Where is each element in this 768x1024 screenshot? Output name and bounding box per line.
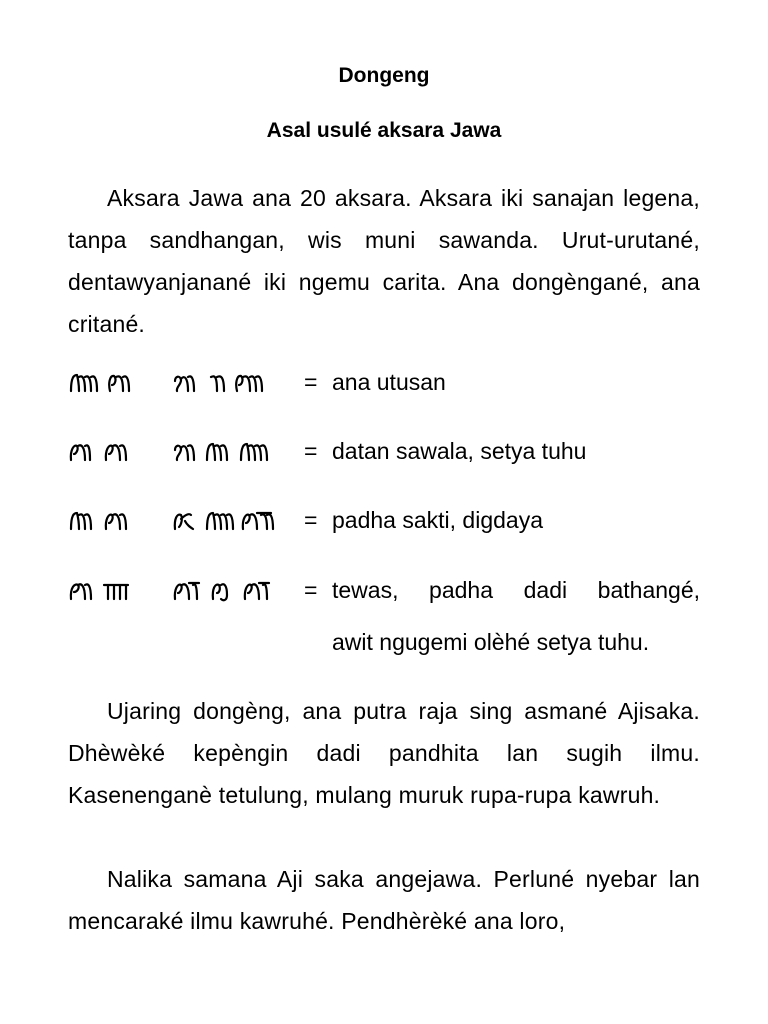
equals-sign: =: [304, 507, 318, 533]
javanese-script-sa-wa-la-icon: [171, 436, 291, 466]
javanese-script-ha-na-icon: [68, 367, 148, 397]
intro-paragraph: Aksara Jawa ana 20 aksara. Aksara iki sanajan legena, tanpa sandhangan, wis muni sawanda. Urut-urutané, dentawyanjanané iki ngemu carita. Ana dongèngané, ana critané.: [68, 185, 700, 337]
body-paragraph-ajisaka: Ujaring dongèng, ana putra raja sing asmané Ajisaka. Dhèwèké kepèngin dadi pandhita lan sugih ilmu. Kasenenganè tetulung, mulang muruk rupa-rupa kawruh.: [68, 698, 700, 808]
document-subtitle: Asal usulé aksara Jawa: [266, 119, 502, 142]
aksara-row-3: [68, 505, 700, 537]
aksara-row-2: [68, 436, 700, 468]
aksara-row-1: [68, 367, 700, 399]
javanese-script-ba-tha-nga-icon: [171, 575, 291, 605]
document-title: Dongeng: [338, 64, 430, 87]
javanese-script-ca-ra-ka-icon: [171, 367, 291, 397]
aksara-meaning: tewas, padha dadi bathangé,: [332, 577, 700, 603]
aksara-meaning: ana utusan: [332, 369, 446, 395]
equals-sign: =: [304, 369, 318, 395]
javanese-script-pa-dha-icon: [68, 505, 148, 535]
javanese-script-da-ta-icon: [68, 436, 148, 466]
body-paragraph-nalika: Nalika samana Aji saka angejawa. Perluné nyebar lan mencaraké ilmu kawruhé. Pendhèrèké ana loro,: [68, 866, 700, 934]
equals-sign: =: [304, 577, 318, 603]
aksara-meaning: padha sakti, digdaya: [332, 507, 543, 533]
javanese-script-ma-ga-icon: [68, 575, 148, 605]
javanese-script-ja-ya-nya-icon: [171, 505, 291, 535]
aksara-meaning: datan sawala, setya tuhu: [332, 438, 587, 464]
equals-sign: =: [304, 438, 318, 464]
aksara-row-4: [68, 575, 700, 607]
aksara-meaning-continuation: awit ngugemi olèhé setya tuhu.: [332, 629, 650, 655]
